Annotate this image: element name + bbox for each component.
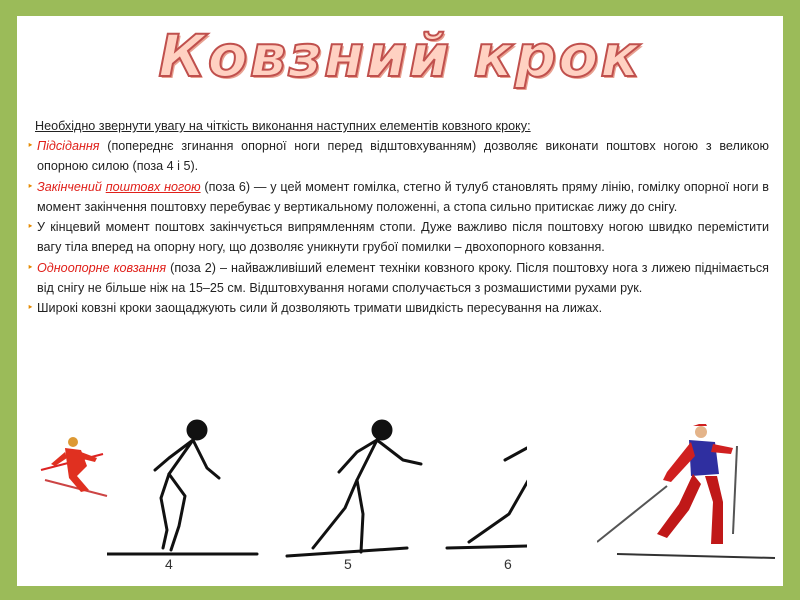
list-item [31,258,769,299]
term-odnoopornе: Одноопорне ковзання [37,260,167,275]
term-zakinchenyi: Закінчений [37,179,102,194]
bullet-text: (поза 6) — у цей момент гомілка, стегно й тулуб становлять пряму лінію, гомілку опорної ноги в момент закінчення поштовху перебуває у вертикальному положенні, а стопа сильно притискає лижу до снігу. [37,179,770,214]
bullet-text: (попереднє згинання опорної ноги перед відштовхуванням) дозволяє виконати поштовх ногою з великою опорною силою (поза 4 і 5). [37,139,769,174]
pose-label-5: 5 [344,556,352,572]
slide-title: Ковзний крок [158,22,642,90]
pose-label-6: 6 [504,556,512,572]
term-poshtovkh-nohoiu: поштовх ногою [105,179,201,194]
bullet-text: (поза 2) – найважливіший елемент техніки ковзного кроку. Після поштовху нога з лижею піднімається від снігу не більше ніж на 15–25 см. Відштовхування ногами сполучається з розмашистими рухами рук. [37,260,769,296]
bullet-text: Широкі ковзні кроки заощаджують сили й дозволяють тримати швидкість пересування на лижах. [37,301,603,316]
list-item [31,177,769,218]
downhill-skier-image [37,436,117,506]
cross-country-skier-image [597,424,777,564]
pose-label-4: 4 [165,556,173,572]
list-item [31,298,769,318]
intro-text: Необхідно звернути увагу на чіткість виконання наступних елементів ковзного кроку: [35,119,531,133]
bullet-list [31,136,769,319]
list-item [31,217,769,258]
slide [17,16,783,586]
list-item [31,136,769,177]
term-pidsidannia: Підсідання [37,139,100,153]
bullet-text: У кінцевий момент поштовх закінчується випрямленням стопи. Дуже важливо після поштовху ногою швидко перемістити вагу тіла вперед на опорну ногу, що дозволяє уникнути грубої помилки – двохопорного ковзання. [37,220,769,255]
skating-step-figure [107,408,527,573]
